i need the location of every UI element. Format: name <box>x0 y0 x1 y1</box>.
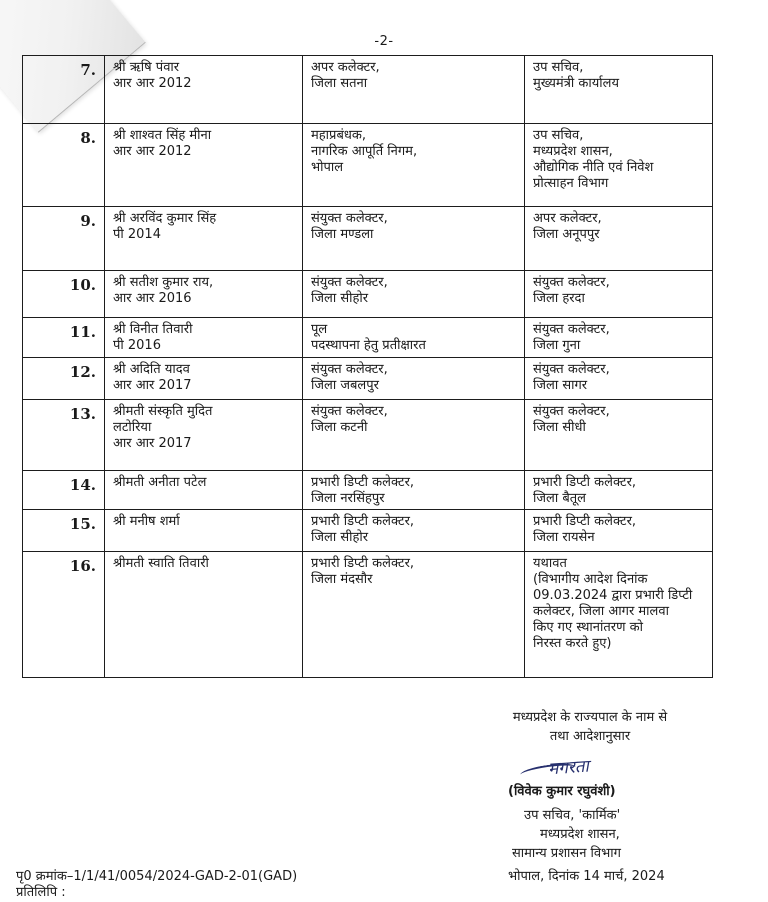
cell-line: संयुक्त कलेक्टर, <box>533 404 610 419</box>
serial-number-cell: 11. <box>23 318 105 358</box>
new-posting-cell <box>525 207 713 271</box>
cell-line: निरस्त करते हुए) <box>533 636 612 651</box>
serial-number-cell: 12. <box>23 358 105 400</box>
cell-line: जिला रायसेन <box>533 530 595 545</box>
cell-line: संयुक्त कलेक्टर, <box>311 275 388 290</box>
cell-line: श्री सतीश कुमार राय, <box>113 275 214 290</box>
signer-designation: उप सचिव, 'कार्मिक' <box>524 808 621 823</box>
serial-number-cell: 15. <box>23 510 105 552</box>
cell-line: आर आर 2017 <box>113 378 192 393</box>
new-posting-cell <box>525 56 713 124</box>
current-posting-cell <box>303 471 525 510</box>
cell-line: जिला सीहोर <box>311 530 369 545</box>
officer-name-cell <box>105 207 303 271</box>
table-row <box>23 471 713 510</box>
table-row <box>23 552 713 678</box>
transfer-table <box>22 55 713 678</box>
cell-line: श्रीमती अनीता पटेल <box>113 475 207 490</box>
cell-line: प्रभारी डिप्टी कलेक्टर, <box>311 556 415 571</box>
officer-name-cell <box>105 318 303 358</box>
officer-name-cell <box>105 124 303 207</box>
cell-line: अपर कलेक्टर, <box>533 211 602 226</box>
table-row <box>23 358 713 400</box>
cell-line: मध्यप्रदेश शासन, <box>533 144 613 159</box>
cell-line: जिला बैतूल <box>533 491 586 506</box>
cell-line: जिला जबलपुर <box>311 378 379 393</box>
new-posting-cell <box>525 552 713 678</box>
cell-line: पी 2014 <box>113 227 161 242</box>
cell-line: संयुक्त कलेक्टर, <box>533 362 610 377</box>
cell-line: श्री अरविंद कुमार सिंह <box>113 211 217 226</box>
current-posting-cell <box>303 318 525 358</box>
new-posting-cell <box>525 400 713 471</box>
authority-line-2: तथा आदेशानुसार <box>549 729 631 744</box>
cell-line: संयुक्त कलेक्टर, <box>311 211 388 226</box>
cell-line: उप सचिव, <box>533 128 584 143</box>
cell-line: (विभागीय आदेश दिनांक <box>533 572 648 587</box>
cell-line: 09.03.2024 द्वारा प्रभारी डिप्टी <box>533 588 693 603</box>
cell-line: श्रीमती स्वाति तिवारी <box>113 556 209 571</box>
table-row <box>23 318 713 358</box>
government-name: मध्यप्रदेश शासन, <box>540 827 620 842</box>
cell-line: लटोरिया <box>113 420 152 435</box>
cell-line: पूल <box>311 322 328 337</box>
cell-line: भोपाल <box>311 160 344 175</box>
cell-line: श्री मनीष शर्मा <box>113 514 180 529</box>
officer-name-cell <box>105 358 303 400</box>
officer-name-cell <box>105 552 303 678</box>
new-posting-cell <box>525 124 713 207</box>
cell-line: जिला कटनी <box>311 420 368 435</box>
serial-number-cell: 9. <box>23 207 105 271</box>
cell-line: जिला गुना <box>533 338 581 353</box>
page-number: -2- <box>374 34 394 49</box>
cell-line: श्री ऋषि पंवार <box>113 60 180 75</box>
cell-line: श्री शाश्वत सिंह मीना <box>113 128 212 143</box>
current-posting-cell <box>303 56 525 124</box>
cell-line: जिला अनूपपुर <box>533 227 600 242</box>
cell-line: प्रभारी डिप्टी कलेक्टर, <box>311 475 415 490</box>
place-and-date: भोपाल, दिनांक 14 मार्च, 2024 <box>508 869 665 884</box>
current-posting-cell <box>303 400 525 471</box>
new-posting-cell <box>525 318 713 358</box>
serial-number-cell: 13. <box>23 400 105 471</box>
officer-name-cell <box>105 471 303 510</box>
cell-line: श्रीमती संस्कृति मुदित <box>113 404 213 419</box>
current-posting-cell <box>303 124 525 207</box>
current-posting-cell <box>303 552 525 678</box>
officer-name-cell <box>105 271 303 318</box>
serial-number-cell: 16. <box>23 552 105 678</box>
cell-line: किए गए स्थानांतरण को <box>533 620 643 635</box>
authority-block <box>440 708 740 746</box>
cell-line: जिला सागर <box>533 378 588 393</box>
cell-line: आर आर 2017 <box>113 436 192 451</box>
authority-line-1: मध्यप्रदेश के राज्यपाल के नाम से <box>512 710 668 725</box>
transfer-table-body <box>23 56 713 678</box>
new-posting-cell <box>525 510 713 552</box>
serial-number-cell: 10. <box>23 271 105 318</box>
current-posting-cell <box>303 207 525 271</box>
cell-line: संयुक्त कलेक्टर, <box>311 404 388 419</box>
cell-line: औद्योगिक नीति एवं निवेश <box>533 160 654 175</box>
current-posting-cell <box>303 358 525 400</box>
cell-line: संयुक्त कलेक्टर, <box>533 322 610 337</box>
table-row <box>23 56 713 124</box>
serial-number-cell: 14. <box>23 471 105 510</box>
cell-line: संयुक्त कलेक्टर, <box>533 275 610 290</box>
cell-line: श्री अदिति यादव <box>113 362 190 377</box>
cell-line: आर आर 2012 <box>113 144 192 159</box>
cell-line: जिला नरसिंहपुर <box>311 491 385 506</box>
copy-label: प्रतिलिपि : <box>16 885 66 900</box>
cell-line: कलेक्टर, जिला आगर मालवा <box>533 604 669 619</box>
cell-line: जिला मण्डला <box>311 227 374 242</box>
cell-line: मुख्यमंत्री कार्यालय <box>533 76 619 91</box>
cell-line: श्री विनीत तिवारी <box>113 322 193 337</box>
cell-line: प्रभारी डिप्टी कलेक्टर, <box>311 514 415 529</box>
table-row <box>23 207 713 271</box>
officer-name-cell <box>105 400 303 471</box>
serial-number-cell: 7. <box>23 56 105 124</box>
new-posting-cell <box>525 471 713 510</box>
cell-line: यथावत <box>533 556 567 571</box>
cell-line: आर आर 2012 <box>113 76 192 91</box>
cell-line: जिला सीहोर <box>311 291 369 306</box>
cell-line: जिला सतना <box>311 76 368 91</box>
cell-line: पदस्थापना हेतु प्रतीक्षारत <box>311 338 426 353</box>
cell-line: संयुक्त कलेक्टर, <box>311 362 388 377</box>
cell-line: प्रोत्साहन विभाग <box>533 176 609 191</box>
cell-line: आर आर 2016 <box>113 291 192 306</box>
cell-line: अपर कलेक्टर, <box>311 60 380 75</box>
table-row <box>23 510 713 552</box>
table-row <box>23 271 713 318</box>
cell-line: नागरिक आपूर्ति निगम, <box>311 144 418 159</box>
cell-line: उप सचिव, <box>533 60 584 75</box>
cell-line: पी 2016 <box>113 338 161 353</box>
department-name: सामान्य प्रशासन विभाग <box>512 846 621 861</box>
officer-name-cell <box>105 510 303 552</box>
reference-number: पृ0 क्रमांक–1/1/41/0054/2024-GAD-2-01(GAD) <box>16 869 298 884</box>
cell-line: प्रभारी डिप्टी कलेक्टर, <box>533 514 637 529</box>
new-posting-cell <box>525 271 713 318</box>
new-posting-cell <box>525 358 713 400</box>
cell-line: जिला हरदा <box>533 291 585 306</box>
officer-name-cell <box>105 56 303 124</box>
signer-name: (विवेक कुमार रघुवंशी) <box>508 784 616 799</box>
current-posting-cell <box>303 510 525 552</box>
cell-line: महाप्रबंधक, <box>311 128 366 143</box>
table-row <box>23 400 713 471</box>
current-posting-cell <box>303 271 525 318</box>
cell-line: जिला सीधी <box>533 420 586 435</box>
cell-line: जिला मंदसौर <box>311 572 373 587</box>
table-row <box>23 124 713 207</box>
handwritten-signature: मगरता <box>547 756 590 780</box>
serial-number-cell: 8. <box>23 124 105 207</box>
cell-line: प्रभारी डिप्टी कलेक्टर, <box>533 475 637 490</box>
